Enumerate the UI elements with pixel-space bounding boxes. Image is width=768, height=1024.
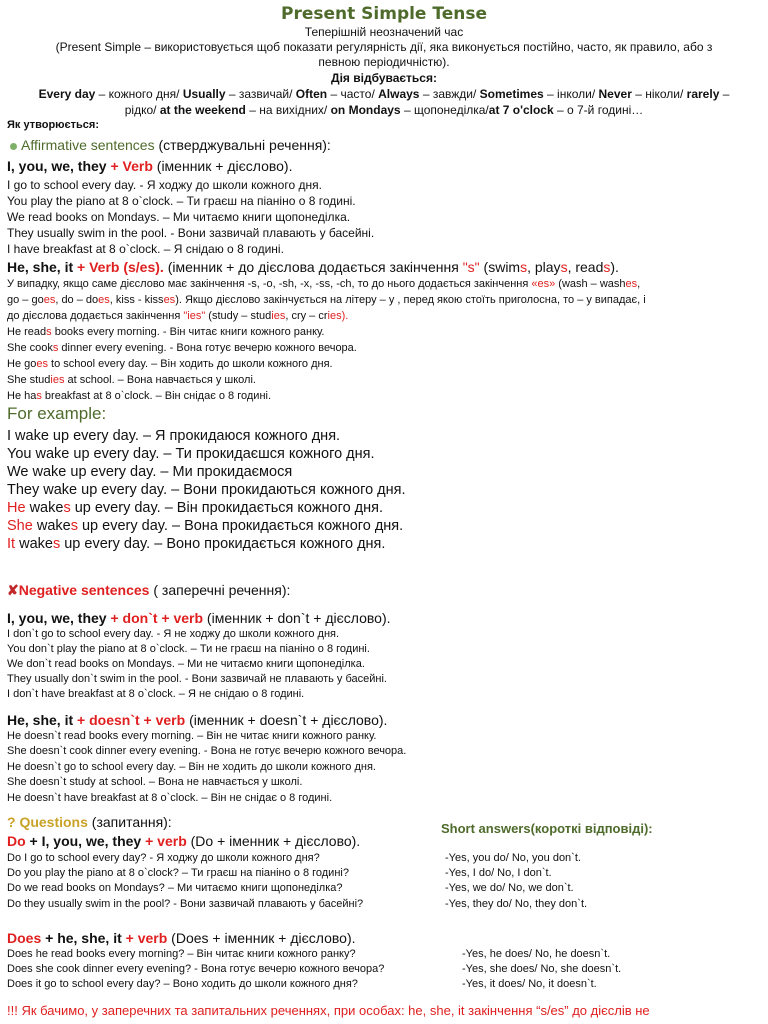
how-formed-label: Як утворюється: (7, 119, 99, 131)
for-example-line-7 (0, 536, 768, 552)
text-run: , do – do (55, 294, 99, 306)
warning-note: !!! Як бачимо, у заперечних та запитальних реченнях, при особах: he, she, it закінчення “s/es” до дієслів не (7, 1003, 650, 1018)
short-answer-do-1: -Yes, you do/ No, you don`t. (445, 852, 581, 864)
question-does-1: Does he read books every morning? – Він читає книги кожного ранку? (7, 948, 356, 960)
time-markers-line-1 (0, 87, 768, 101)
page-title: Present Simple Tense (280, 4, 488, 24)
rule-verb: + verb (145, 833, 187, 849)
short-answer-do-4: -Yes, they do/ No, they don`t. (445, 898, 588, 910)
text-run: rarely (686, 87, 720, 101)
text-run: es (36, 358, 48, 370)
text-run: – завжди/ (419, 87, 480, 101)
text-run: ies (271, 310, 286, 322)
text-run: Every day (38, 87, 96, 101)
text-run: at the weekend (159, 103, 246, 117)
for-example-line-4 (0, 482, 768, 498)
text-run: s (520, 259, 528, 275)
text-run: Usually (182, 87, 226, 101)
question-do-1: Do I go to school every day? - Я ходжу до школи кожного дня? (7, 852, 320, 864)
text-run: on Mondays (330, 103, 401, 117)
text-run: рідко/ (124, 103, 160, 117)
short-answer-does-1: -Yes, he does/ No, he doesn`t. (462, 948, 611, 960)
affirmative-he-example-5 (0, 390, 768, 402)
affirmative-rule-2 (0, 259, 768, 275)
subtitle: Теперішній неозначений час (304, 25, 464, 39)
text-run: He ha (7, 390, 37, 402)
text-run: They wake up every day. – Вони прокидаються кожного дня. (7, 482, 406, 498)
text-run: It (7, 536, 16, 552)
negative-heading (0, 582, 768, 599)
negative-note: ( заперечні речення): (149, 582, 291, 598)
text-run: – (719, 87, 730, 101)
text-run: dinner every evening. - Вона готує вечерю кожного вечора. (58, 342, 357, 354)
questions-note: (запитання): (87, 814, 172, 830)
text-run: She (7, 518, 33, 534)
text-run: s (46, 326, 52, 338)
negative-example-1: I don`t go to school every day. - Я не ходжу до школи кожного дня. (7, 628, 340, 640)
negative-example-3: We don`t read books on Mondays. – Ми не читаємо книги щопонеділка. (7, 658, 365, 670)
text-run: – часто/ (327, 87, 379, 101)
rule-verb: + verb (125, 930, 168, 946)
short-answer-do-2: -Yes, I do/ No, I don`t. (445, 867, 552, 879)
negative-title: Negative sentences (18, 582, 150, 598)
negative-he-example-3: He doesn`t go to school every day. – Він не ходить до школи кожного дня. (7, 761, 376, 773)
question-does-2: Does she cook dinner every evening? - Вона готує вечерю кожного вечора? (7, 963, 385, 975)
text-run: – кожного дня/ (95, 87, 183, 101)
question-do-2: Do you play the piano at 8 o`clock? – Ти граєш на піаніно о 8 годині? (7, 867, 349, 879)
text-run: I wake up every day. – Я прокидаюся кожного дня. (7, 428, 341, 444)
question-do-3: Do we read books on Mondays? – Ми читаємо книги щопонеділка? (7, 882, 343, 894)
negative-he-example-2: She doesn`t cook dinner every evening. - Вона не готує вечерю кожного вечора. (7, 745, 407, 757)
for-example-line-1 (0, 428, 768, 444)
rule-note: (іменник + doesn`t + дієслово). (185, 712, 388, 728)
text-run: – щопонеділка/ (400, 103, 489, 117)
for-example-line-5 (0, 500, 768, 516)
text-run: – зазвичай/ (225, 87, 296, 101)
questions-heading (0, 814, 768, 830)
affirmative-rule-1 (0, 158, 768, 174)
text-run: s (560, 259, 568, 275)
rule-note: (іменник + дієслово). (152, 158, 293, 174)
text-run: to school every day. – Він ходить до школи кожного дня. (47, 358, 333, 370)
text-run: "ies" (183, 310, 206, 322)
text-run: He (7, 500, 26, 516)
rule-note: (іменник + don`t + дієслово). (203, 610, 391, 626)
text-run: es (43, 294, 56, 306)
text-run: wake (32, 518, 71, 534)
text-run: Sometimes (479, 87, 544, 101)
negative-he-example-1: He doesn`t read books every morning. – Він не читає книги кожного ранку. (7, 730, 377, 742)
explain-line-2 (0, 294, 768, 306)
text-run: , read (567, 259, 604, 275)
text-run: s (63, 500, 71, 516)
affirmative-title: Affirmative sentences (21, 137, 155, 153)
text-run: He read (7, 326, 47, 338)
affirmative-note: (стверджувальні речення): (154, 137, 331, 153)
negative-he-example-5: He doesn`t have breakfast at 8 o`clock. – Він не снідає о 8 годині. (7, 792, 333, 804)
rule-note: (Do + іменник + дієслово). (186, 833, 361, 849)
text-run: Never (598, 87, 632, 101)
affirmative-example-2: You play the piano at 8 o`clock. – Ти граєш на піаніно о 8 годині. (7, 194, 356, 208)
rule-verb: + Verb (110, 158, 153, 174)
negative-example-2: You don`t play the piano at 8 o`clock. – Ти не граєш на піаніно о 8 годині. (7, 643, 370, 655)
explain-line-1 (0, 278, 768, 290)
rule-tail (463, 259, 619, 275)
short-answer-does-3: -Yes, it does/ No, it doesn`t. (462, 978, 597, 990)
text-run: up every day. – Воно прокидається кожного дня. (60, 536, 386, 552)
negative-example-4: They usually don`t swim in the pool. - Вони зазвичай не плавають у басейні. (7, 673, 387, 685)
questions-rule-1 (0, 833, 768, 849)
text-run: wake (25, 500, 64, 516)
explain-line-3 (0, 310, 768, 322)
rule-verb: + don`t + verb (110, 610, 204, 626)
negative-rule-1 (0, 610, 768, 626)
text-run: s (36, 390, 42, 402)
text-run: es (163, 294, 176, 306)
text-run: She cook (7, 342, 53, 354)
text-run: She stud (7, 374, 51, 386)
text-run: s (52, 536, 61, 552)
text-run: You wake up every day. – Ти прокидаєшся кожного дня. (7, 446, 375, 462)
for-example-heading: For example: (7, 404, 107, 423)
affirmative-he-example-3 (0, 358, 768, 370)
intro-line-1: (Present Simple – використовується щоб показати регулярність дії, яка виконується постійно, часто, як правило, або з (55, 40, 713, 54)
text-run: ). Якщо дієслово закінчується на літеру – у , перед якою стоїть приголосна, то – у випадає, і (175, 294, 646, 306)
question-do-4: Do they usually swim in the pool? - Вони зазвичай плавають у басейні? (7, 898, 364, 910)
text-run: , cry – cr (285, 310, 328, 322)
text-run: (wash – wash (555, 278, 626, 290)
text-run: We wake up every day. – Ми прокидаємося (7, 464, 293, 480)
text-run: ies). (327, 310, 349, 322)
text-run: (study – stud (205, 310, 272, 322)
rule-note: (Does + іменник + дієслово). (167, 930, 356, 946)
affirmative-he-example-2 (0, 342, 768, 354)
text-run: books every morning. - Він читає книги кожного ранку. (51, 326, 325, 338)
for-example-line-3 (0, 464, 768, 480)
affirmative-example-4: They usually swim in the pool. - Вони зазвичай плавають у басейні. (7, 226, 375, 240)
rule-subject: He, she, it (7, 712, 78, 728)
short-answers-heading: Short answers(короткі відповіді): (441, 821, 653, 836)
affirmative-he-example-1 (0, 326, 768, 338)
text-run: – о 7-й годині… (553, 103, 644, 117)
affirmative-heading (0, 137, 768, 153)
affirmative-example-1: I go to school every day. - Я ходжу до школи кожного дня. (7, 178, 322, 192)
affirmative-example-5: I have breakfast at 8 o`clock. – Я снідаю о 8 годині. (7, 242, 284, 256)
text-run: es (98, 294, 110, 306)
rule-subject: I, you, we, they (7, 158, 111, 174)
rule-verb: + Verb (s/es). (77, 259, 164, 275)
short-answer-do-3: -Yes, we do/ No, we don`t. (445, 882, 574, 894)
text-run: – ніколи/ (631, 87, 687, 101)
text-run: s (603, 259, 611, 275)
text-run: Often (295, 87, 328, 101)
affirmative-he-example-4 (0, 374, 768, 386)
text-run: es (625, 278, 638, 290)
text-run: wake (15, 536, 53, 552)
cross-icon: ✘ (7, 582, 19, 598)
text-run: s (70, 518, 78, 534)
rule-verb: + doesn`t + verb (77, 712, 186, 728)
rule-aux: Do (7, 833, 26, 849)
for-example-line-6 (0, 518, 768, 534)
affirmative-example-3: We read books on Mondays. – Ми читаємо книги щопонеділка. (7, 210, 351, 224)
action-heading: Дія відбувається: (331, 71, 437, 85)
rule-aux: Does (7, 930, 42, 946)
text-run: – на вихідних/ (245, 103, 331, 117)
questions-rule-2 (0, 930, 768, 946)
rule-subject: He, she, it (7, 259, 78, 275)
text-run: He go (7, 358, 37, 370)
rule-subject: I, you, we, they (7, 610, 111, 626)
text-run: "s" (462, 259, 480, 275)
questions-title: ? Questions (7, 814, 88, 830)
text-run: up every day. – Він прокидається кожного дня. (70, 500, 384, 516)
for-example-line-2 (0, 446, 768, 462)
negative-he-example-4: She doesn`t study at school. – Вона не навчається у школі. (7, 776, 303, 788)
text-run: до дієслова додається закінчення (7, 310, 184, 322)
text-run: (swim (479, 259, 521, 275)
text-run: go – go (7, 294, 44, 306)
green-bullet-icon (10, 143, 17, 150)
text-run: up every day. – Вона прокидається кожного дня. (77, 518, 404, 534)
text-run: У випадку, якщо саме дієслово має закінчення -s, -o, -sh, -x, -ss, -ch, то до нього додається закінчення (7, 278, 532, 290)
negative-example-5: I don`t have breakfast at 8 o`clock. – Я не снідаю о 8 годині. (7, 688, 305, 700)
negative-rule-2 (0, 712, 768, 728)
rule-subject: + I, you, we, they (25, 833, 146, 849)
rule-note: (іменник + до дієслова додається закінчення (163, 259, 463, 275)
question-does-3: Does it go to school every day? – Воно ходить до школи кожного дня? (7, 978, 358, 990)
text-run: , play (527, 259, 561, 275)
intro-line-2: певною періодичністю). (318, 55, 450, 69)
text-run: , kiss - kiss (109, 294, 164, 306)
text-run: ies (50, 374, 65, 386)
short-answer-does-2: -Yes, she does/ No, she doesn`t. (462, 963, 622, 975)
text-run: s (52, 342, 59, 354)
text-run: – інколи/ (543, 87, 599, 101)
text-run: breakfast at 8 o`clock. – Він снідає о 8 годині. (41, 390, 272, 402)
text-run: ). (610, 259, 619, 275)
text-run: at 7 o'clock (488, 103, 554, 117)
text-run: at school. – Вона навчається у школі. (64, 374, 256, 386)
rule-subject: + he, she, it (41, 930, 126, 946)
text-run: «es» (531, 278, 556, 290)
text-run: Always (378, 87, 420, 101)
time-markers-line-2 (0, 103, 768, 117)
text-run: , (637, 278, 641, 290)
